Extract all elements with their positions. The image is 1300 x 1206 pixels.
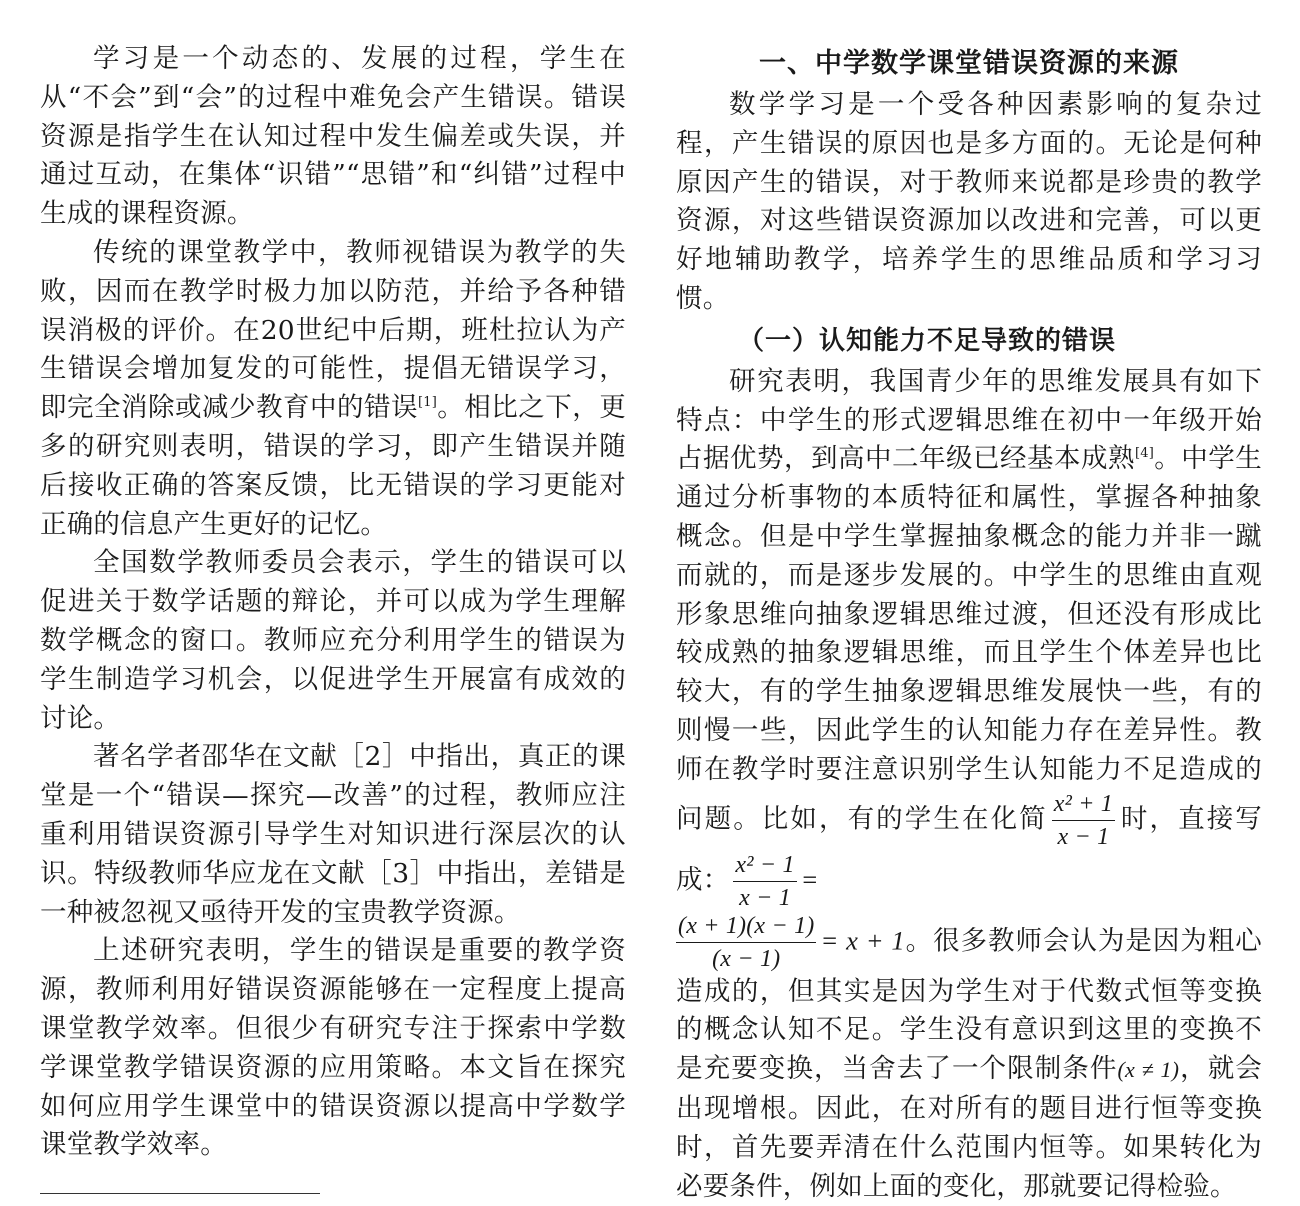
fraction-original bbox=[1052, 790, 1115, 851]
subsection-heading: （一）认知能力不足导致的错误 bbox=[738, 325, 1117, 356]
fraction-factored-numerator: (x + 1)(x − 1) bbox=[676, 912, 816, 943]
fraction-written bbox=[733, 851, 796, 912]
paragraph-traditional-text: 传统的课堂教学中，教师视错误为教学的失败，因而在教学时极力加以防范，并给予各种错误消极的评价。在20世纪中后期，班杜拉认为产生错误会增加复发的可能性，提倡无错误学习，即完全消除或减少教育中的错误 bbox=[40, 236, 626, 424]
paragraph-traditional-tail: 。相比之下，更多的研究则表明，错误的学习，即产生错误并随后接收正确的答案反馈，比无错误的学习更能对正确的信息产生更好的记忆。 bbox=[40, 392, 626, 540]
fraction-written-numerator: x² − 1 bbox=[733, 851, 796, 882]
cognitive-text-a: 研究表明，我国青少年的思维发展具有如下特点：中学生的形式逻辑思维在初中一年级开始占据优势，到高中二年级已经基本成熟 bbox=[676, 365, 1262, 475]
footnote-divider bbox=[40, 1193, 320, 1194]
paragraph-intro: 学习是一个动态的、发展的过程，学生在从“不会”到“会”的过程中难免会产生错误。错误资源是指学生在认知过程中发生偏差或失误，并通过互动，在集体“识错”“思错”和“纠错”过程中生成的课程资源。 bbox=[40, 43, 626, 230]
cognitive-text-c: 。很多教师会认为是因为粗心造成的，但其实是因为学生对于代数式恒等变换的概念认知不足。学生没有意识到这里的变换不是充要变换，当舍去了一个限制条件 bbox=[676, 925, 1262, 1085]
condition-expression: (x ≠ 1) bbox=[1117, 1057, 1180, 1083]
result-expression: = x + 1 bbox=[820, 925, 905, 956]
fraction-original-numerator: x² + 1 bbox=[1052, 790, 1115, 821]
section-heading: 一、中学数学课堂错误资源的来源 bbox=[759, 48, 1179, 79]
fraction-factored bbox=[676, 912, 816, 973]
equals-sign: = bbox=[800, 864, 819, 895]
citation-4[interactable]: [4] bbox=[1134, 446, 1154, 462]
paragraph-traditional bbox=[40, 234, 626, 544]
right-column bbox=[676, 40, 1262, 1206]
paragraph-summary: 上述研究表明，学生的错误是重要的教学资源，教师利用好错误资源能够在一定程度上提高课堂教学效率。但很少有研究专注于探索中学数学课堂教学错误资源的应用策略。本文旨在探究如何应用学生课堂中的错误资源以提高中学数学课堂教学效率。 bbox=[40, 935, 626, 1161]
paragraph-cognitive bbox=[676, 363, 1262, 1206]
paragraph-scholars: 著名学者邵华在文献［2］中指出，真正的课堂是一个“错误—探究—改善”的过程，教师应注重利用错误资源引导学生对知识进行深层次的认识。特级教师华应龙在文献［3］中指出，差错是一种被忽视又亟待开发的宝贵教学资源。 bbox=[40, 741, 626, 928]
fraction-factored-denominator: (x − 1) bbox=[712, 945, 781, 972]
left-column bbox=[40, 40, 626, 1165]
cognitive-text-b: 。中学生通过分析事物的本质特征和属性，掌握各种抽象概念。但是中学生掌握抽象概念的能力并非一蹴而就的，而是逐步发展的。中学生的思维由直观形象思维向抽象逻辑思维过渡，但还没有形成比较成熟的抽象逻辑思维，而且学生个体差异也比较大，有的学生抽象逻辑思维发展快一些，有的则慢一些，因此学生的认知能力存在差异性。教师在教学时要注意识别学生认知能力不足造成的问题。比如，有的学生在化简 bbox=[676, 443, 1262, 835]
cognitive-text-d: ，就会出现增根。因此，在对所有的题目进行恒等变换时，首先要弄清在什么范围内恒等。如果转化为必要条件，例如上面的变化，那就要记得检验。 bbox=[676, 1053, 1262, 1202]
fraction-original-denominator: x − 1 bbox=[1057, 823, 1110, 850]
cognitive-text-mid: 时，直接写成： bbox=[676, 803, 1262, 896]
fraction-written-denominator: x − 1 bbox=[739, 884, 791, 911]
paragraph-section-intro: 数学学习是一个受各种因素影响的复杂过程，产生错误的原因也是多方面的。无论是何种原因产生的错误，对于教师来说都是珍贵的教学资源，对这些错误资源加以改进和完善，可以更好地辅助教学，培养学生的思维品质和学习习惯。 bbox=[676, 89, 1262, 314]
citation-1[interactable]: [1] bbox=[417, 395, 437, 411]
paragraph-nctm: 全国数学教师委员会表示，学生的错误可以促进关于数学话题的辩论，并可以成为学生理解数学概念的窗口。教师应充分利用学生的错误为学生制造学习机会，以促进学生开展富有成效的讨论。 bbox=[40, 547, 626, 734]
